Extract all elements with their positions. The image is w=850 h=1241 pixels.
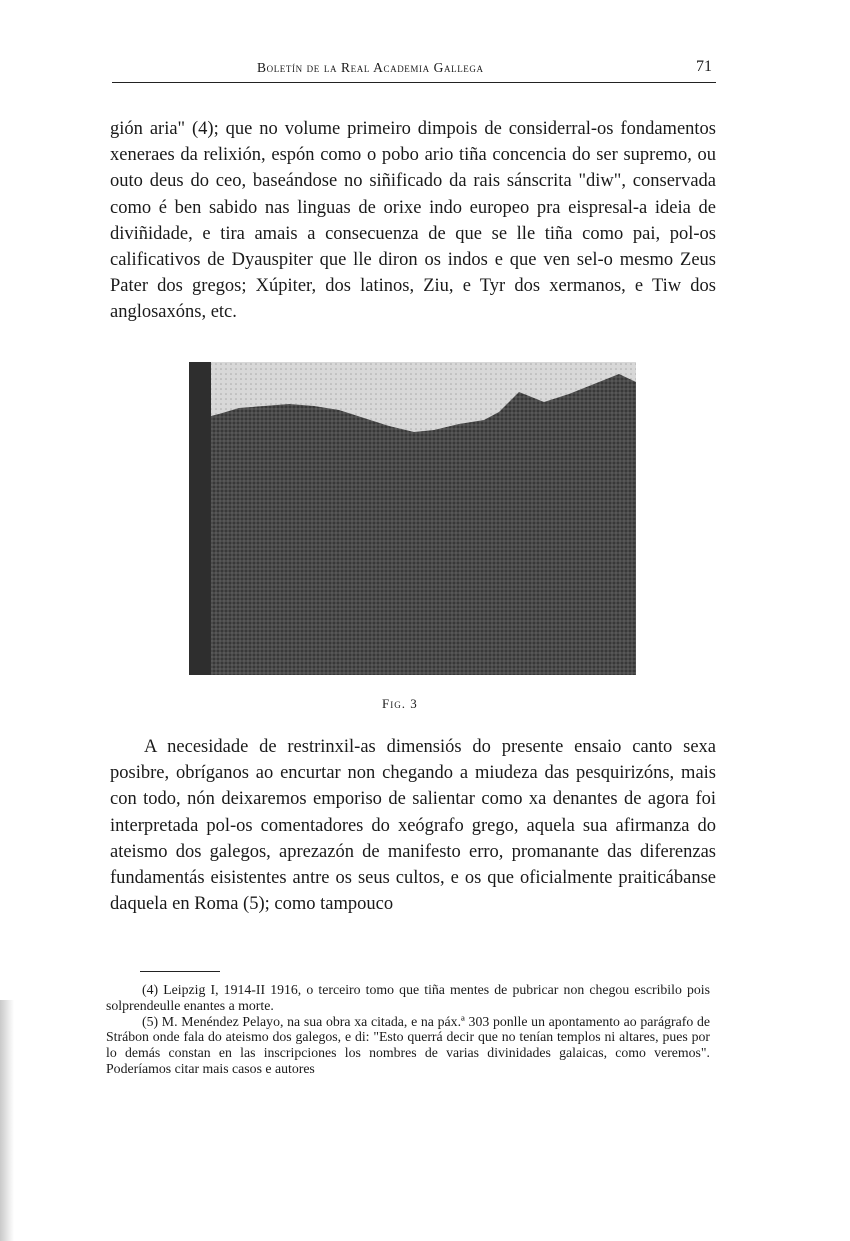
page-header bbox=[112, 56, 716, 83]
footnote-4: (4) Leipzig I, 1914-II 1916, o terceiro tomo que tiña mentes de pubricar non chegou escribilo pois solprendeulle enantes a morte. bbox=[106, 982, 710, 1013]
running-title: Boletín de la Real Academia Gallega bbox=[257, 60, 484, 75]
paragraph-1 bbox=[110, 116, 716, 326]
photo-landscape-image bbox=[189, 362, 636, 675]
scan-margin-edge bbox=[0, 1000, 14, 1241]
footnote-separator bbox=[140, 971, 220, 972]
figure-photograph bbox=[189, 362, 636, 675]
footnotes bbox=[106, 982, 710, 1077]
footnote-5: (5) M. Menéndez Pelayo, na sua obra xa citada, e na páx.ª 303 ponlle un apontamento ao parágrafo de Strábon onde fala do ateismo dos galegos, e di: "Esto querrá decir que no tenían templos ni altares, pues por lo demás constan en las inscripciones los nombres de varias divinidades galaicas, como veremos". Poderíamos citar mais casos e autores bbox=[106, 1013, 710, 1076]
page-number: 71 bbox=[696, 58, 712, 75]
figure-caption: Fig. 3 bbox=[382, 696, 418, 711]
paragraph-1-text: gión aria" (4); que no volume primeiro dimpois de considerral-os fondamentos xeneraes da relixión, espón como o pobo ario tiña concencia do ser supremo, ou outo deus do ceo, baseándose no siñificado da rais sánscrita "diw", conservada como é ben sabido nas linguas de orixe indo europeo pra eispresal-a ideia de diviñidade, e tira amais a consecuenza de que se lle tiña como pai, pol-os calificativos de Dyauspiter que lle diron os indos e que ven sel-o mesmo Zeus Pater dos gregos; Xúpiter, dos latinos, Ziu, e Tyr dos xermanos, e Tiw dos anglosaxóns, etc. bbox=[110, 119, 716, 323]
paragraph-2-text: A necesidade de restrinxil-as dimensiós do presente ensaio canto sexa posibre, obríganos ao encurtar non chegando a miudeza das pesquirizóns, mais con todo, nón deixaremos emporiso de salientar como xa denantes de agora foi interpretada pol-os comentadores do xeógrafo grego, aquela sua afirmanza do ateismo dos galegos, aprezazón de manifesto erro, promanante das diferenzas fundamentás eisistentes antre os seus cultos, e os que oficialmente praiticábanse daquela en Roma (5); como tampouco bbox=[110, 737, 716, 915]
paragraph-2 bbox=[110, 734, 716, 917]
